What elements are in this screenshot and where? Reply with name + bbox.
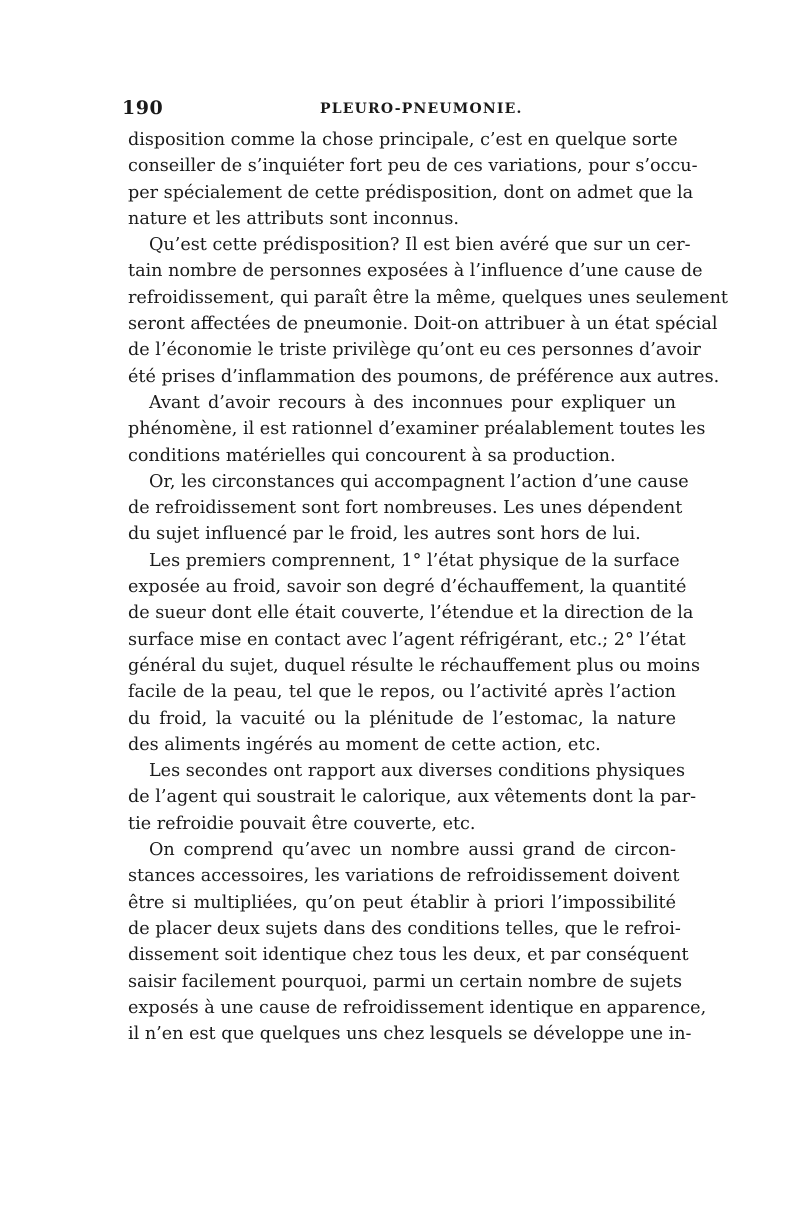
body-text (128, 127, 729, 1047)
text-line: de sueur dont elle était couverte, l’étendue et la direction de la (128, 603, 694, 624)
text-line: seront affectées de pneumonie. Doit-on attribuer à un état spécial (128, 314, 718, 335)
text-line: il n’en est que quelques uns chez lesquels se développe une in- (128, 1024, 692, 1045)
text-line: Or, les circonstances qui accompagnent l’action d’une cause (149, 471, 689, 492)
text-line: exposée au froid, savoir son degré d’échauffement, la quantité (128, 577, 687, 598)
text-line: de l’économie le triste privilège qu’ont eu ces personnes d’avoir (128, 340, 701, 361)
text-line: nature et les attributs sont inconnus. (128, 208, 459, 229)
text-line: On comprend qu’avec un nombre aussi grand de circon- (149, 840, 676, 861)
text-line: général du sujet, duquel résulte le réchauffement plus ou moins (128, 655, 700, 676)
page-header (122, 97, 680, 123)
text-line: dissement soit identique chez tous les deux, et par conséquent (128, 945, 689, 966)
text-line: surface mise en contact avec l’agent réfrigérant, etc.; 2° l’état (128, 629, 686, 650)
text-line: exposés à une cause de refroidissement identique en apparence, (128, 997, 707, 1018)
running-title: PLEURO-PNEUMONIE. (320, 101, 523, 117)
page-number: 190 (122, 97, 164, 119)
text-line: Qu’est cette prédisposition? Il est bien avéré que sur un cer- (149, 235, 691, 256)
text-line: saisir facilement pourquoi, parmi un certain nombre de sujets (128, 971, 682, 992)
text-line: conseiller de s’inquiéter fort peu de ces variations, pour s’occu- (128, 156, 698, 177)
text-line: tain nombre de personnes exposées à l’influence d’une cause de (128, 261, 703, 282)
text-line: du sujet influencé par le froid, les autres sont hors de lui. (128, 524, 641, 545)
text-line: per spécialement de cette prédisposition, dont on admet que la (128, 182, 694, 203)
text-line: des aliments ingérés au moment de cette action, etc. (128, 734, 601, 755)
text-line: été prises d’inflammation des poumons, de préférence aux autres. (128, 366, 720, 387)
text-line: facile de la peau, tel que le repos, ou l’activité après l’action (128, 682, 676, 703)
text-line: Les premiers comprennent, 1° l’état physique de la surface (149, 550, 680, 571)
text-line: être si multipliées, qu’on peut établir à priori l’impossibilité (128, 892, 676, 913)
text-line: de placer deux sujets dans des conditions telles, que le refroi- (128, 918, 681, 939)
text-line: conditions matérielles qui concourent à sa production. (128, 445, 616, 466)
text-line: disposition comme la chose principale, c’est en quelque sorte (128, 130, 678, 150)
text-line: stances accessoires, les variations de refroidissement doivent (128, 866, 680, 887)
text-line: tie refroidie pouvait être couverte, etc. (128, 813, 476, 834)
text-line: de l’agent qui soustrait le calorique, aux vêtements dont la par- (128, 787, 697, 808)
text-line: du froid, la vacuité ou la plénitude de l’estomac, la nature (128, 708, 676, 729)
text-line: phénomène, il est rationnel d’examiner préalablement toutes les (128, 419, 706, 440)
text-line: Les secondes ont rapport aux diverses conditions physiques (149, 761, 686, 782)
text-line: refroidissement, qui paraît être la même, quelques unes seulement (128, 287, 729, 308)
text-line: de refroidissement sont fort nombreuses. Les unes dépendent (128, 498, 683, 519)
text-line: Avant d’avoir recours à des inconnues pour expliquer un (149, 392, 676, 413)
